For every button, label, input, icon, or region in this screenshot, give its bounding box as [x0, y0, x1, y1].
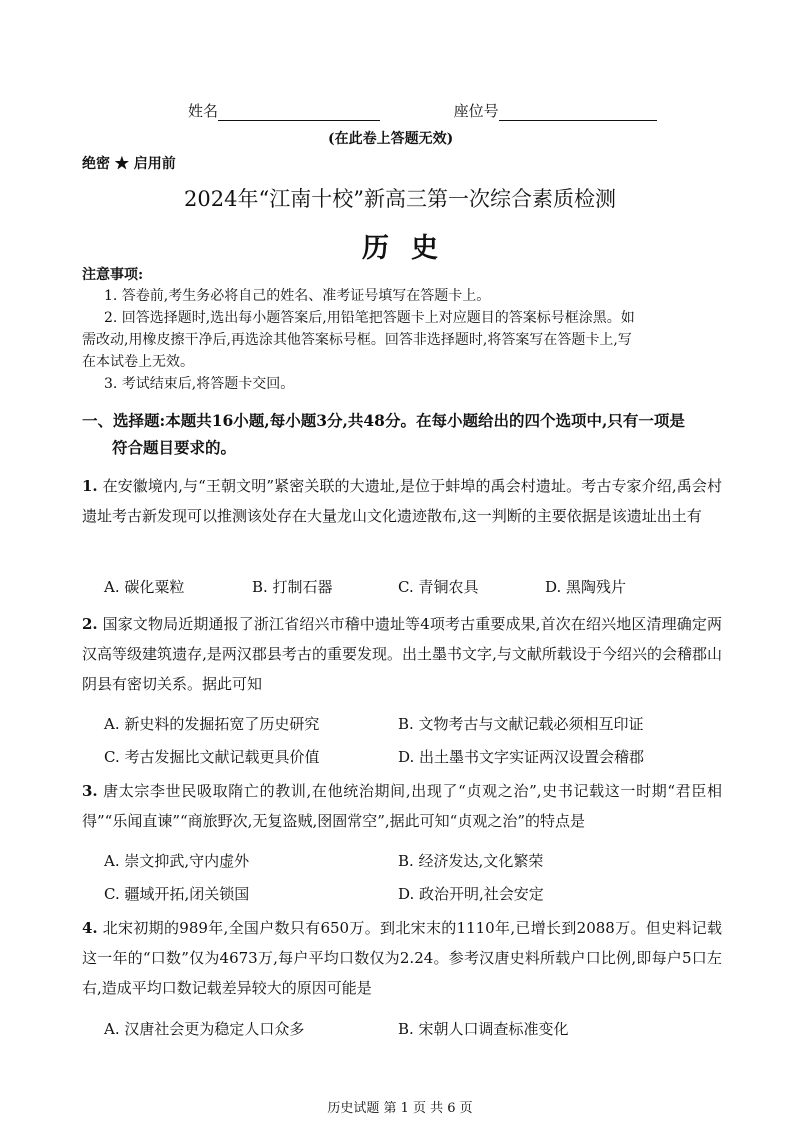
question-1 [82, 471, 722, 531]
option-c: C. 青铜农具 [398, 578, 479, 596]
option-d: D. 黑陶残片 [545, 578, 627, 596]
seat-label: 座位号 [453, 102, 499, 120]
question-stem: 在安徽境内,与“王朝文明”紧密关联的大遗址,是位于蚌埠的禹会村遗址。考古专家介绍,禹会村遗址考古新发现可以推测该处存在大量龙山文化遗迹散布,这一判断的主要依据是该遗址出土有 [82, 477, 722, 525]
name-label: 姓名 [188, 102, 219, 120]
option-b: B. 宋朝人口调查标准变化 [398, 1020, 569, 1038]
notice-item: 1. 答卷前,考生务必将自己的姓名、准考证号填写在答题卡上。 [104, 288, 491, 304]
notice-item: 需改动,用橡皮擦干净后,再选涂其他答案标号框。回答非选择题时,将答案写在答题卡上,写 [82, 332, 632, 348]
option-a: A. 汉唐社会更为稳定人口众多 [104, 1020, 305, 1038]
exam-title: 2024年“江南十校”新高三第一次综合素质检测 [184, 187, 616, 211]
question-number: 4. [82, 919, 98, 937]
seat-blank [499, 104, 657, 121]
notice-item: 3. 考试结束后,将答题卡交回。 [104, 376, 295, 392]
option-b: B. 经济发达,文化繁荣 [398, 852, 544, 870]
option-b: B. 打制石器 [252, 578, 333, 596]
notice-title: 注意事项: [82, 267, 144, 283]
option-c: C. 考古发掘比文献记载更具价值 [104, 748, 320, 766]
option-a: A. 崇文抑武,守内虚外 [104, 852, 250, 870]
question-stem: 唐太宗李世民吸取隋亡的教训,在他统治期间,出现了“贞观之治”,史书记载这一时期“君臣相得”“乐闻直谏”“商旅野次,无复盗贼,囹圄常空”,据此可知“贞观之治”的特点是 [82, 782, 722, 830]
candidate-info-row [188, 100, 657, 121]
page-footer: 历史试题 第 1 页 共 6 页 [327, 1101, 473, 1116]
option-b: B. 文物考古与文献记载必须相互印证 [398, 715, 644, 733]
question-2 [82, 609, 722, 699]
question-number: 2. [82, 615, 98, 633]
secret-label: 绝密 ★ 启用前 [82, 156, 176, 172]
option-a: A. 新史料的发掘拓宽了历史研究 [104, 715, 320, 733]
option-c: C. 疆域开拓,闭关锁国 [104, 885, 250, 903]
question-stem: 国家文物局近期通报了浙江省绍兴市稽中遗址等4项考古重要成果,首次在绍兴地区清理确定两汉高等级建筑遗存,是两汉郡县考古的重要发现。出土墨书文字,与文献所载设于今绍兴的会稽郡山阴县有密切关系。据此可知 [82, 615, 722, 693]
section-heading-cont: 符合题目要求的。 [112, 438, 237, 457]
question-3 [82, 776, 722, 836]
section-heading: 一、选择题:本题共16小题,每小题3分,共48分。在每小题给出的四个选项中,只有一项是 [82, 411, 685, 430]
option-a: A. 碳化粟粒 [104, 578, 185, 596]
subject-title: 历史 [362, 233, 460, 264]
option-d: D. 出土墨书文字实证两汉设置会稽郡 [398, 748, 645, 766]
question-number: 3. [82, 782, 98, 800]
notice-item: 在本试卷上无效。 [82, 354, 194, 370]
question-4 [82, 913, 722, 1003]
notice-item: 2. 回答选择题时,选出每小题答案后,用铅笔把答题卡上对应题目的答案标号框涂黑。如 [104, 310, 635, 326]
name-blank [218, 104, 380, 121]
question-number: 1. [82, 477, 98, 495]
invalid-note: (在此卷上答题无效) [328, 131, 454, 147]
option-d: D. 政治开明,社会安定 [398, 885, 544, 903]
question-stem: 北宋初期的989年,全国户数只有650万。到北宋末的1110年,已增长到2088万。但史料记载这一年的“口数”仅为4673万,每户平均口数仅为2.24。参考汉唐史料所载户口比例,即每户5口左右,造成平均口数记载差异较大的原因可能是 [82, 919, 722, 997]
